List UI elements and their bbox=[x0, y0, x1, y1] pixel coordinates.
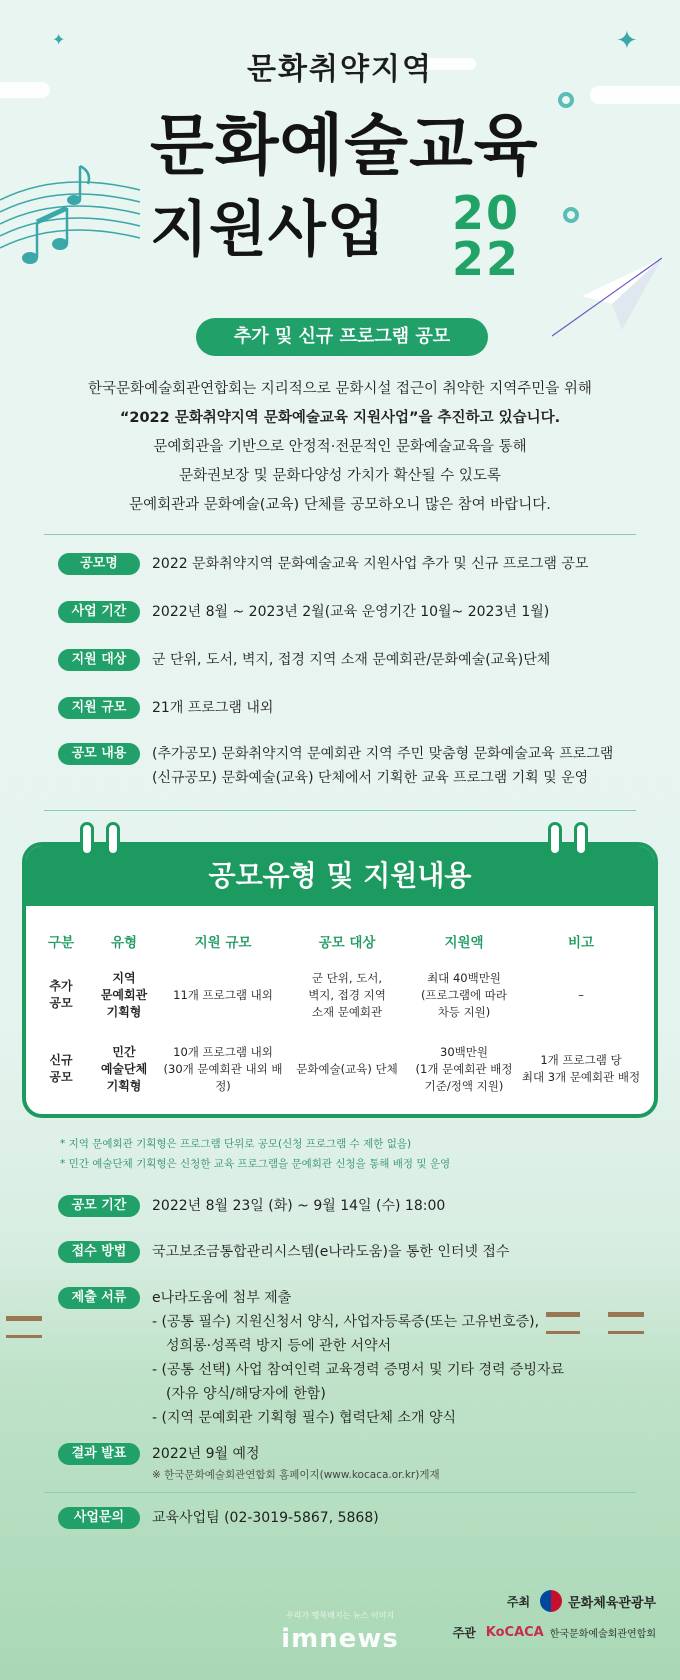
support-note: * 지역 문예회관 기획형은 프로그램 단위로 공모(신청 프로그램 수 제한 없음) bbox=[60, 1138, 412, 1150]
intro-line: “2022 문화취약지역 문화예술교육 지원사업”을 추진하고 있습니다. bbox=[119, 410, 561, 426]
info-value: 21개 프로그램 내외 bbox=[152, 700, 274, 716]
music-notes-icon bbox=[0, 160, 170, 280]
table-row bbox=[36, 1032, 644, 1106]
cell-target-main: 문화예술(교육) 단체 bbox=[296, 1061, 398, 1076]
year-bottom: 22 bbox=[451, 232, 520, 286]
cell-target-sub: 소재 문예회관 bbox=[311, 1004, 383, 1019]
cell-amount: 최대 40백만원 (프로그램에 따라 차등 지원) bbox=[421, 970, 507, 1019]
info-value: 군 단위, 도서, 벽지, 접경 지역 소재 문예회관/문화예술(교육)단체 bbox=[152, 652, 551, 668]
title-line-2: 지원사업 bbox=[150, 195, 386, 265]
info-row-scale bbox=[58, 696, 648, 720]
bench-right bbox=[608, 1312, 644, 1334]
cell-category: 추가 공모 bbox=[49, 979, 73, 1010]
column-header: 구분 bbox=[47, 935, 75, 951]
content-line: (추가공모) 문화취약지역 문예회관 지역 주민 맞춤형 문화예술교육 프로그램 bbox=[152, 746, 614, 762]
cell-target bbox=[284, 958, 410, 1032]
info-row-content bbox=[58, 742, 648, 790]
government-emblem-icon bbox=[540, 1590, 562, 1612]
cell-target-main: 군 단위, 도서, 벽지, 접경 지역 bbox=[308, 970, 386, 1002]
info-value: 국고보조금통합관리시스템(e나라도움)을 통한 인터넷 접수 bbox=[152, 1244, 510, 1260]
kocaca-logo: KoCACA bbox=[485, 1625, 544, 1640]
organizer-label: 주관 bbox=[452, 1626, 476, 1640]
label-tag: 지원 규모 bbox=[58, 697, 140, 719]
info-row-target bbox=[58, 648, 648, 672]
label-tag: 제출 서류 bbox=[58, 1287, 140, 1309]
header-subtitle: 문화취약지역 bbox=[247, 52, 433, 87]
docs-line: - (공통 선택) 사업 참여인력 교육경력 증명서 및 기타 경력 증빙자료 bbox=[152, 1362, 565, 1378]
binder-ring bbox=[548, 822, 562, 856]
table-row bbox=[36, 958, 644, 1032]
info-row-contact bbox=[58, 1506, 648, 1530]
ring-decoration bbox=[563, 207, 579, 223]
divider bbox=[44, 1492, 636, 1493]
year-badge bbox=[440, 186, 532, 286]
column-header: 공모 대상 bbox=[318, 935, 376, 951]
cell-remark: 1개 프로그램 당 최대 3개 문예회관 배정 bbox=[521, 1053, 641, 1084]
info-row-docs bbox=[58, 1286, 648, 1430]
info-row-period bbox=[58, 600, 648, 624]
label-tag: 결과 발표 bbox=[58, 1443, 140, 1465]
info-value: 2022년 8월 23일 (화) ~ 9월 14일 (수) 18:00 bbox=[152, 1198, 446, 1214]
ring-decoration bbox=[558, 92, 574, 108]
docs-line: - (지역 문예회관 기획형 필수) 협력단체 소개 양식 bbox=[152, 1410, 457, 1426]
cell-scale: 11개 프로그램 내외 bbox=[173, 987, 273, 1002]
cell-remark: – bbox=[578, 987, 584, 1002]
info-value: 2022년 8월 ~ 2023년 2월(교육 운영기간 10월~ 2023년 1월) bbox=[152, 604, 550, 620]
year-top: 20 bbox=[451, 186, 520, 240]
cloud-right bbox=[590, 86, 680, 104]
cell-scale: 10개 프로그램 내외 (30개 문예회관 내외 배정) bbox=[163, 1044, 283, 1093]
label-tag: 접수 방법 bbox=[58, 1241, 140, 1263]
host-name: 문화체육관광부 bbox=[568, 1595, 656, 1611]
binder-ring bbox=[574, 822, 588, 856]
paper-plane-icon bbox=[552, 248, 662, 338]
sparkle-icon: ✦ bbox=[52, 30, 66, 49]
content-line: (신규공모) 문화예술(교육) 단체에서 기획한 교육 프로그램 기획 및 운영 bbox=[152, 770, 589, 786]
info-row-result bbox=[58, 1442, 648, 1484]
divider bbox=[44, 810, 636, 811]
watermark-subtext: 우리가 행복해지는 뉴스 이미지 bbox=[285, 1611, 395, 1620]
docs-list bbox=[152, 1286, 564, 1430]
column-header: 지원액 bbox=[444, 935, 484, 951]
info-value bbox=[152, 742, 613, 790]
docs-line: e나라도움에 첨부 제출 bbox=[152, 1290, 292, 1306]
binder-ring bbox=[106, 822, 120, 856]
docs-line: - (공통 필수) 지원신청서 양식, 사업자등록증(또는 고유번호증), bbox=[152, 1314, 540, 1330]
label-tag: 사업 기간 bbox=[58, 601, 140, 623]
column-header: 유형 bbox=[110, 935, 138, 951]
intro-text bbox=[40, 375, 640, 520]
host-org bbox=[507, 1590, 656, 1612]
organizer-name: 한국문화예술회관연합회 bbox=[549, 1629, 656, 1640]
table-header-row bbox=[36, 924, 644, 958]
result-value: 2022년 9월 예정 bbox=[152, 1446, 260, 1462]
divider bbox=[44, 534, 636, 535]
binder-ring bbox=[80, 822, 94, 856]
host-label: 주최 bbox=[506, 1594, 531, 1609]
docs-line: (자유 양식/해당자에 한함) bbox=[166, 1386, 326, 1402]
cell-type: 민간 예술단체 기획형 bbox=[100, 1044, 148, 1093]
label-tag: 공모 기간 bbox=[58, 1195, 140, 1217]
label-tag: 지원 대상 bbox=[58, 649, 140, 671]
cell-target bbox=[284, 1032, 410, 1106]
cell-type: 지역 문예회관 기획형 bbox=[100, 970, 148, 1019]
intro-line: 한국문화예술회관연합회는 지리적으로 문화시설 접근이 취약한 지역주민을 위해 bbox=[88, 381, 592, 397]
support-note: * 민간 예술단체 기획형은 신청한 교육 프로그램을 문예회관 신청을 통해 배정 및 운영 bbox=[60, 1158, 451, 1170]
info-row-name bbox=[58, 552, 648, 576]
support-table bbox=[36, 924, 644, 1106]
column-header: 지원 규모 bbox=[194, 935, 252, 951]
docs-line: 성희롱·성폭력 방지 등에 관한 서약서 bbox=[166, 1338, 392, 1354]
bench-right bbox=[546, 1312, 580, 1334]
info-value bbox=[152, 1442, 440, 1484]
support-box bbox=[22, 842, 658, 1118]
cell-amount: 30백만원 (1개 문예회관 배정 기준/정액 지원) bbox=[415, 1044, 513, 1093]
label-tag: 공모명 bbox=[58, 553, 140, 575]
intro-line: 문예회관을 기반으로 안정적·전문적인 문화예술교육을 통해 bbox=[153, 439, 527, 455]
info-row-apply bbox=[58, 1194, 648, 1218]
column-header: 비고 bbox=[567, 935, 595, 951]
info-value: 교육사업팀 (02-3019-5867, 5868) bbox=[152, 1510, 379, 1526]
info-value: 2022 문화취약지역 문화예술교육 지원사업 추가 및 신규 프로그램 공모 bbox=[152, 556, 589, 572]
result-note: ※ 한국문화예술회관연합회 홈페이지(www.kocaca.or.kr)게재 bbox=[152, 1469, 440, 1481]
watermark-logo: imnews bbox=[281, 1624, 399, 1654]
program-banner: 추가 및 신규 프로그램 공모 bbox=[196, 318, 488, 356]
title-line-1: 문화예술교육 bbox=[150, 107, 539, 184]
support-title: 공모유형 및 지원내용 bbox=[26, 846, 654, 906]
intro-line: 문예회관과 문화예술(교육) 단체를 공모하오니 많은 참여 바랍니다. bbox=[129, 497, 551, 513]
cell-category: 신규 공모 bbox=[49, 1053, 73, 1084]
intro-line: 문화권보장 및 문화다양성 가치가 확산될 수 있도록 bbox=[179, 468, 501, 484]
info-row-method bbox=[58, 1240, 648, 1264]
bench-left bbox=[6, 1316, 42, 1338]
label-tag: 공모 내용 bbox=[58, 743, 140, 765]
label-tag: 사업문의 bbox=[58, 1507, 140, 1529]
sparkle-icon: ✦ bbox=[616, 26, 638, 56]
